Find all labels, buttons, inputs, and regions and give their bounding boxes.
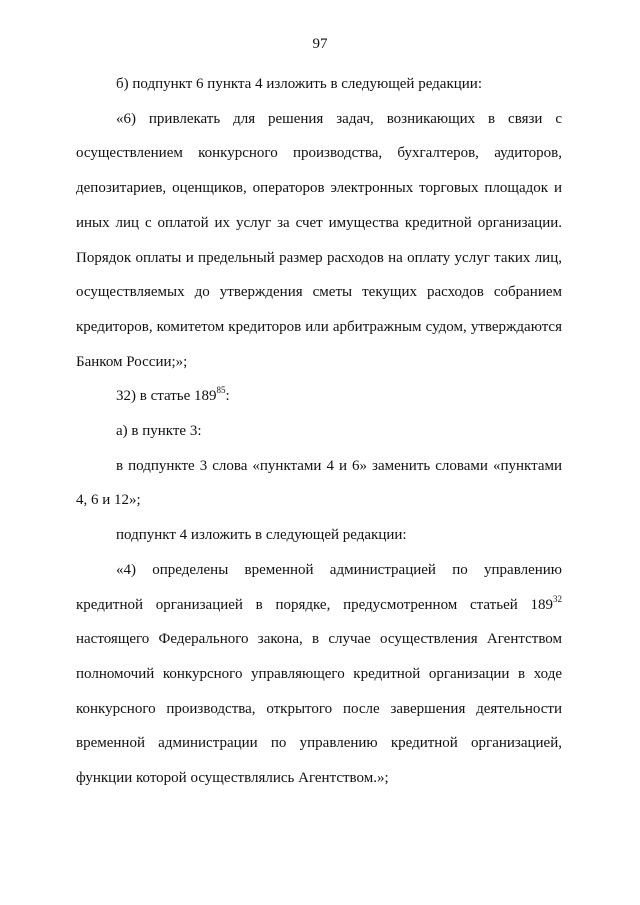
article-reference-superscript: 32	[553, 593, 562, 604]
subclause-4-text-start: «4) определены временной администрацией по управлению кредитной организацией в порядке, предусмотренном статьей 189	[76, 561, 562, 613]
paragraph-amend-subclause-6: б) подпункт 6 пункта 4 изложить в следующей редакции:	[116, 76, 482, 92]
paragraph-subclause-4-text	[76, 553, 562, 796]
paragraph-subclause-6-text: «6) привлекать для решения задач, возникающих в связи с осуществлением конкурсного производства, бухгалтеров, аудиторов, депозитариев, оценщиков, операторов электронных торговых площадок и иных лиц с оплатой их услуг за счет имущества кредитной организации. Порядок оплаты и предельный размер расходов на оплату услуг таких лиц, осуществляемых до утверждения сметы текущих расходов собранием кредиторов, комитетом кредиторов или арбитражным судом, утверждаются Банком России;»;	[76, 110, 562, 370]
paragraph-replace-words: в подпункте 3 слова «пунктами 4 и 6» заменить словами «пунктами 4, 6 и 12»;	[76, 457, 562, 509]
paragraph-point-3: а) в пункте 3:	[116, 423, 202, 440]
article-number-superscript: 85	[216, 385, 226, 396]
document-body	[76, 67, 562, 796]
article-amendment-colon: :	[225, 388, 230, 405]
subclause-4-text-end: настоящего Федерального закона, в случае осуществления Агентством полномочий конкурсного управляющего кредитной организации в ходе конкурсного производства, открытого после завершения деятельности временной администрации по управлению кредитной организацией, функции которой осуществлялись Агентством.»;	[76, 631, 562, 787]
paragraph-amend-subclause-4: подпункт 4 изложить в следующей редакции:	[116, 527, 407, 544]
article-amendment-text: 32) в статье 189	[116, 388, 217, 405]
page-number: 97	[312, 36, 328, 52]
paragraph-article-amendment	[76, 379, 562, 414]
